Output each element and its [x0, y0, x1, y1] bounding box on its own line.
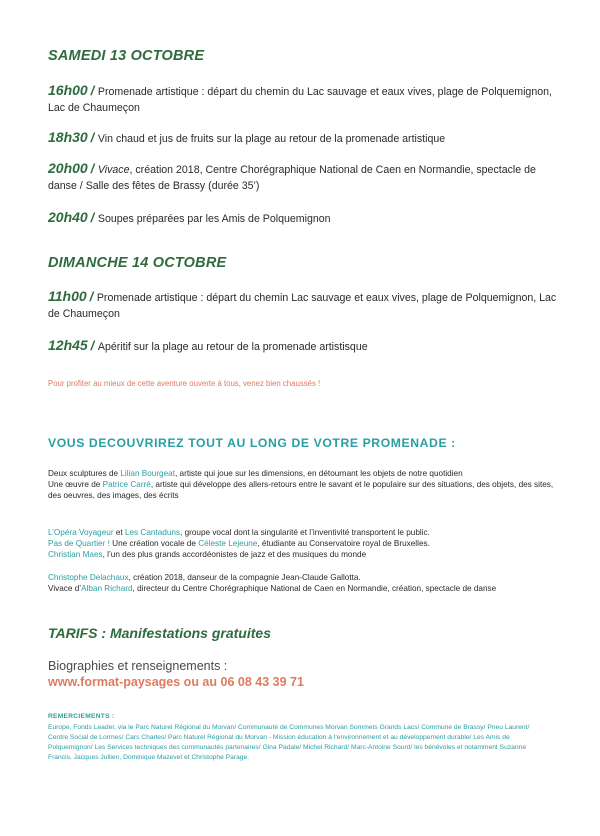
artist-name: Pas de Quartier ! — [48, 539, 110, 549]
event-time: 18h30 — [48, 129, 88, 145]
event-item: 16h00 / Promenade artistique : départ du chemin du Lac sauvage et eaux vives, plage de Polquemignon, Lac de Chaumeçon — [48, 82, 552, 114]
event-time: 12h45 — [48, 337, 88, 353]
saturday-heading: SAMEDI 13 OCTOBRE — [48, 48, 205, 64]
artist-name: Céleste Lejeune — [198, 539, 258, 549]
tarifs-heading: TARIFS : Manifestations gratuites — [48, 625, 271, 641]
event-item: 12h45 / Apéritif sur la plage au retour de la promenade artistisque — [48, 337, 368, 353]
bio-label: Biographies et renseignements : — [48, 659, 228, 673]
event-text: Soupes préparées par les Amis de Polquemignon — [97, 213, 331, 225]
event-text: Promenade artistique : départ du chemin Lac sauvage et eaux vives, plage de Polquemignon, Lac de Chaumeçon — [48, 292, 557, 320]
artists-paragraph-2: L’Opéra Voyageur et Les Cantaduns, groupe vocal dont la singularité et l’inventivité transportent le public. Pas de Quartier ! Une création vocale de Céleste Lejeune, étudiante au Conservatoire royal de Bruxelles. Christian Maes, l’un des plus grands accordéonistes de jazz et des musiques du monde — [48, 528, 430, 560]
event-item: 20h00 / Vivace, création 2018, Centre Chorégraphique National de Caen en Normandie, spectacle de danse / Salle des fêtes de Brassy (durée 35’) — [48, 160, 536, 192]
artist-name: Christian Maes — [48, 550, 103, 560]
event-item: 11h00 / Promenade artistique : départ du chemin Lac sauvage et eaux vives, plage de Polquemignon, Lac de Chaumeçon — [48, 288, 557, 320]
event-title-italic: Vivace — [97, 164, 130, 176]
artist-name: Alban Richard — [81, 584, 133, 594]
artists-paragraph-3: Christophe Delachaux, création 2018, danseur de la compagnie Jean-Claude Gallotta. Vivace d’Alban Richard, directeur du Centre Chorégraphique National de Caen en Normandie, création, spectacle de danse — [48, 573, 497, 594]
event-time: 11h00 — [48, 288, 87, 304]
artist-name: Christophe Delachaux — [48, 573, 129, 582]
contact-link[interactable]: www.format-paysages ou au 06 08 43 39 71 — [48, 675, 304, 689]
event-time: 20h00 — [48, 160, 88, 176]
event-time: 16h00 — [48, 82, 88, 98]
event-text: Apéritif sur la plage au retour de la promenade artistisque — [97, 341, 368, 353]
discover-title: VOUS DECOUVRIREZ TOUT AU LONG DE VOTRE PROMENADE : — [48, 436, 456, 450]
event-item: 18h30 / Vin chaud et jus de fruits sur la plage au retour de la promenade artistique — [48, 129, 446, 145]
event-text: , création 2018, Centre Chorégraphique National de Caen en Normandie, spectacle de danse / Salle des fêtes de Brassy (durée 35’) — [48, 164, 536, 192]
artist-name: Lilian Bourgeat — [120, 469, 175, 478]
thanks-text: Europe, Fonds Leader, via le Parc Naturel Régional du Morvan/ Communauté de Communes Morvan Sommets Grands Lacs/ Commune de Brassy/ Pneu Laurent/ Centre Social de Lormes/ Cars Charles/ Parc Naturel Régional du Morvan - Mission éducation à l’environnement et au développement durable/ Les Amis de Polquemignon/ Les Services techniques des communautés partenaires/ Gina Padale/ Michel Richard/ Marc-Antoine Sourd/ les bénévoles et notamment Suzanne Francis, Jacques Jullien, Dominique Mazevet et Christophe Parage. — [48, 724, 530, 761]
event-text: Promenade artistique : départ du chemin du Lac sauvage et eaux vives, plage de Polquemignon, Lac de Chaumeçon — [48, 86, 552, 114]
event-item: 20h40 / Soupes préparées par les Amis de Polquemignon — [48, 209, 331, 225]
event-time: 20h40 — [48, 209, 88, 225]
event-text: Vin chaud et jus de fruits sur la plage au retour de la promenade artistique — [97, 133, 446, 145]
artist-name: L’Opéra Voyageur — [48, 528, 114, 537]
sunday-heading: DIMANCHE 14 OCTOBRE — [48, 255, 227, 271]
artist-name: Patrice Carré — [102, 480, 151, 490]
shoes-note: Pour profiter au mieux de cette aventure ouverte à tous, venez bien chaussés ! — [48, 379, 321, 388]
artist-name: Les Cantaduns — [124, 528, 181, 537]
artists-paragraph-1: Deux sculptures de Lilian Bourgeat, artiste qui joue sur les dimensions, en détournant les objets de notre quotidien Une œuvre de Patrice Carré, artiste qui développe des allers-retours entre le savant et le populaire sur des situations, des objets, des sites, des oeuvres, des images, des écrits — [48, 469, 554, 501]
thanks-title: REMERCIEMENTS : — [48, 713, 115, 720]
